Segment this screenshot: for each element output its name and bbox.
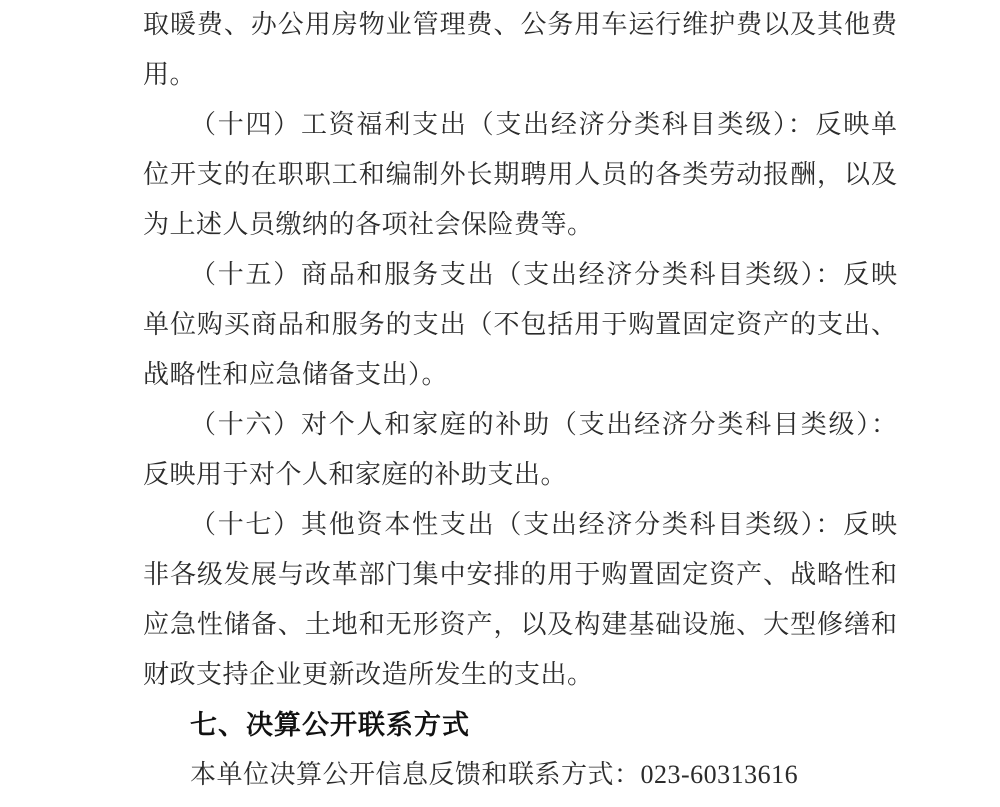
- contact-info-label: 本单位决算公开信息反馈和联系方式：: [190, 760, 641, 789]
- contact-info-line: [143, 750, 897, 800]
- body-line: 战略性和应急储备支出）。: [143, 360, 449, 389]
- body-line: 取暖费、办公用房物业管理费、公务用车运行维护费以及其他费: [143, 10, 897, 39]
- section-item-line-17: （十七）其他资本性支出（支出经济分类科目类级）：反映: [190, 510, 897, 539]
- body-line: 位开支的在职职工和编制外长期聘用人员的各类劳动报酬，以及: [143, 160, 897, 189]
- body-line: 反映用于对个人和家庭的补助支出。: [143, 460, 568, 489]
- section-item-line-16: （十六）对个人和家庭的补助（支出经济分类科目类级）：: [190, 410, 897, 439]
- document-page: [143, 0, 897, 800]
- body-line: 单位购买商品和服务的支出（不包括用于购置固定资产的支出、: [143, 310, 897, 339]
- section-item-line-15: （十五）商品和服务支出（支出经济分类科目类级）：反映: [190, 260, 897, 289]
- contact-phone-number: 023-60313616: [640, 760, 799, 789]
- body-line: 非各级发展与改革部门集中安排的用于购置固定资产、战略性和: [143, 560, 897, 589]
- contact-section-heading: 七、决算公开联系方式: [190, 710, 470, 740]
- body-line: 应急性储备、土地和无形资产，以及构建基础设施、大型修缮和: [143, 610, 897, 639]
- body-line: 用。: [143, 60, 197, 89]
- body-line: 财政支持企业更新改造所发生的支出。: [143, 660, 594, 689]
- section-item-line-14: （十四）工资福利支出（支出经济分类科目类级）：反映单: [190, 110, 897, 139]
- body-line: 为上述人员缴纳的各项社会保险费等。: [143, 210, 594, 239]
